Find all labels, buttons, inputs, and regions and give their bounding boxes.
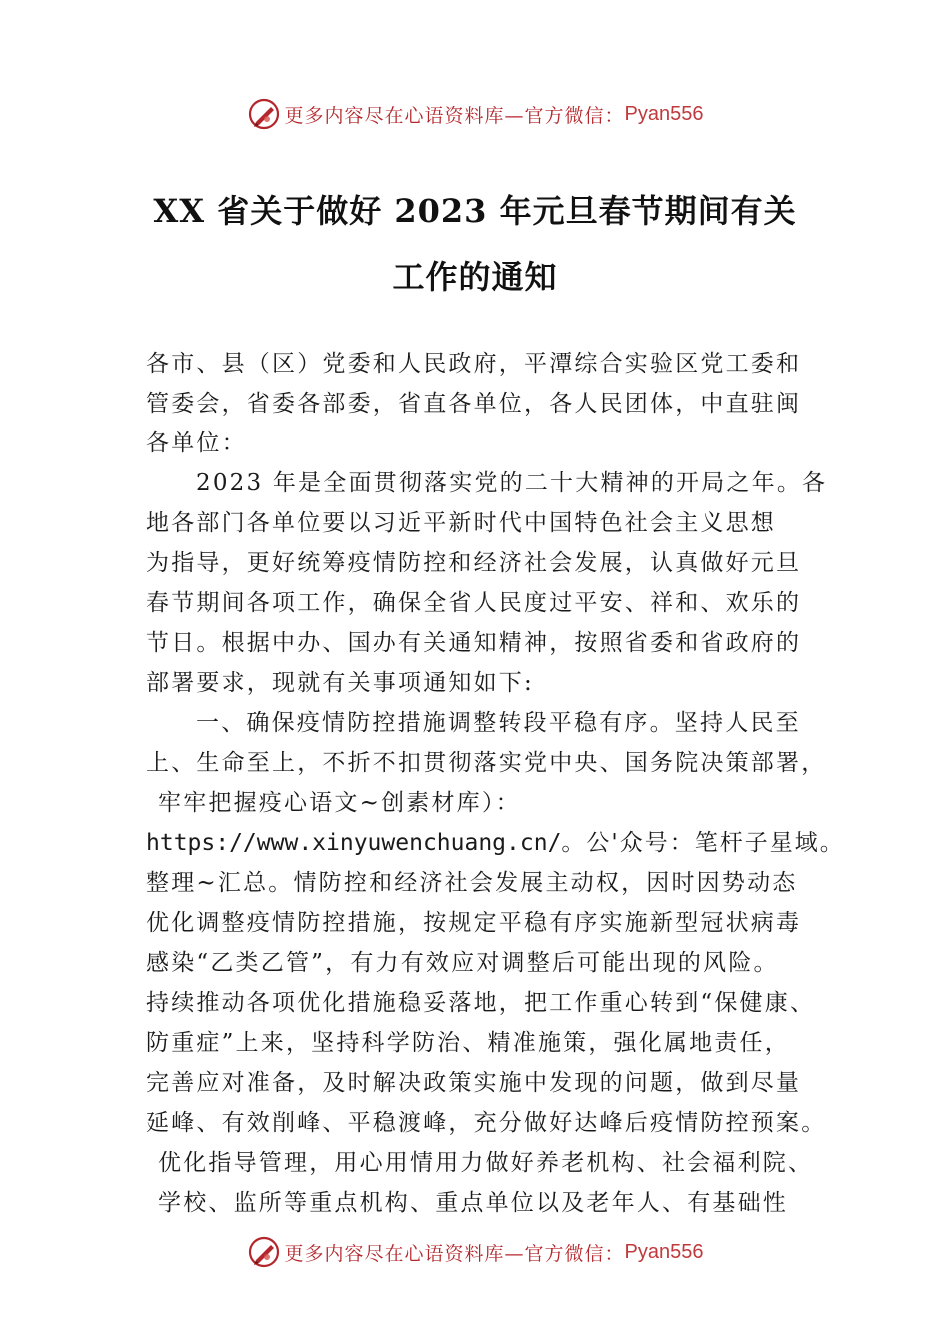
- banner-wechat-label: 官方微信：: [524, 104, 625, 127]
- body-line: 部署要求，现就有关事项通知如下:: [146, 670, 534, 696]
- body-line: 地各部门各单位要以习近平新时代中国特色社会主义思想: [146, 510, 776, 536]
- banner-wechat-label: 官方微信：: [524, 1242, 625, 1265]
- body-line: 学校、监所等重点机构、重点单位以及老年人、有基础性: [158, 1190, 788, 1216]
- document-title-line-2: 工作的通知: [392, 258, 558, 296]
- body-line: 优化指导管理，用心用情用力做好养老机构、社会福利院、: [158, 1150, 814, 1176]
- body-line: 牢牢把握疫心语文~创素材库）：: [158, 790, 521, 816]
- body-line: 持续推动各项优化措施稳妥落地，把工作重心转到“保健康、: [146, 990, 816, 1016]
- source-url-line: [146, 828, 845, 858]
- body-line: 为指导，更好统筹疫情防控和经济社会发展，认真做好元旦: [146, 550, 802, 576]
- body-line: 一、确保疫情防控措施调整转段平稳有序。坚持人民至: [196, 710, 801, 736]
- banner-wechat-id: Pyan556: [624, 102, 704, 125]
- body-line: 各市、县（区）党委和人民政府，平潭综合实验区党工委和: [146, 351, 802, 377]
- body-line: 优化调整疫情防控措施，按规定平稳有序实施新型冠状病毒: [146, 910, 802, 936]
- body-line: 防重症”上来，坚持科学防治、精准施策，强化属地责任，: [146, 1030, 790, 1056]
- body-line: 各单位：: [146, 430, 247, 456]
- body-line: 感染“乙类乙管”，有力有效应对调整后可能出现的风险。: [146, 950, 779, 976]
- document-title-line-1: XX 省关于做好 2023 年元旦春节期间有关: [153, 192, 797, 230]
- body-line: 管委会，省委各部委，省直各单位，各人民团体，中直驻闽: [146, 391, 802, 417]
- header-banner: [0, 92, 950, 136]
- body-line: 完善应对准备，及时解决政策实施中发现的问题，做到尽量: [146, 1070, 802, 1096]
- pen-logo-icon: [247, 97, 281, 131]
- body-line: 整理~汇总。情防控和经济社会发展主动权，因时因势动态: [146, 870, 798, 896]
- body-line: 上、生命至上，不折不扣贯彻落实党中央、国务院决策部署，: [146, 750, 827, 776]
- banner-text: 更多内容尽在心语资料库—: [284, 1242, 525, 1265]
- body-line: 节日。根据中办、国办有关通知精神，按照省委和省政府的: [146, 630, 802, 656]
- body-line-suffix: 。公'众号：笔杆子星域。: [561, 830, 845, 856]
- body-line: 延峰、有效削峰、平稳渡峰，充分做好达峰后疫情防控预案。: [146, 1110, 827, 1136]
- banner-wechat-id: Pyan556: [624, 1240, 704, 1263]
- pen-logo-icon: [247, 1235, 281, 1269]
- footer-banner: [0, 1230, 950, 1274]
- body-line: 2023 年是全面贯彻落实党的二十大精神的开局之年。各: [196, 470, 828, 496]
- banner-text: 更多内容尽在心语资料库—: [284, 104, 525, 127]
- body-line: 春节期间各项工作，确保全省人民度过平安、祥和、欢乐的: [146, 590, 802, 616]
- source-url[interactable]: https://www.xinyuwenchuang.cn/: [146, 830, 562, 856]
